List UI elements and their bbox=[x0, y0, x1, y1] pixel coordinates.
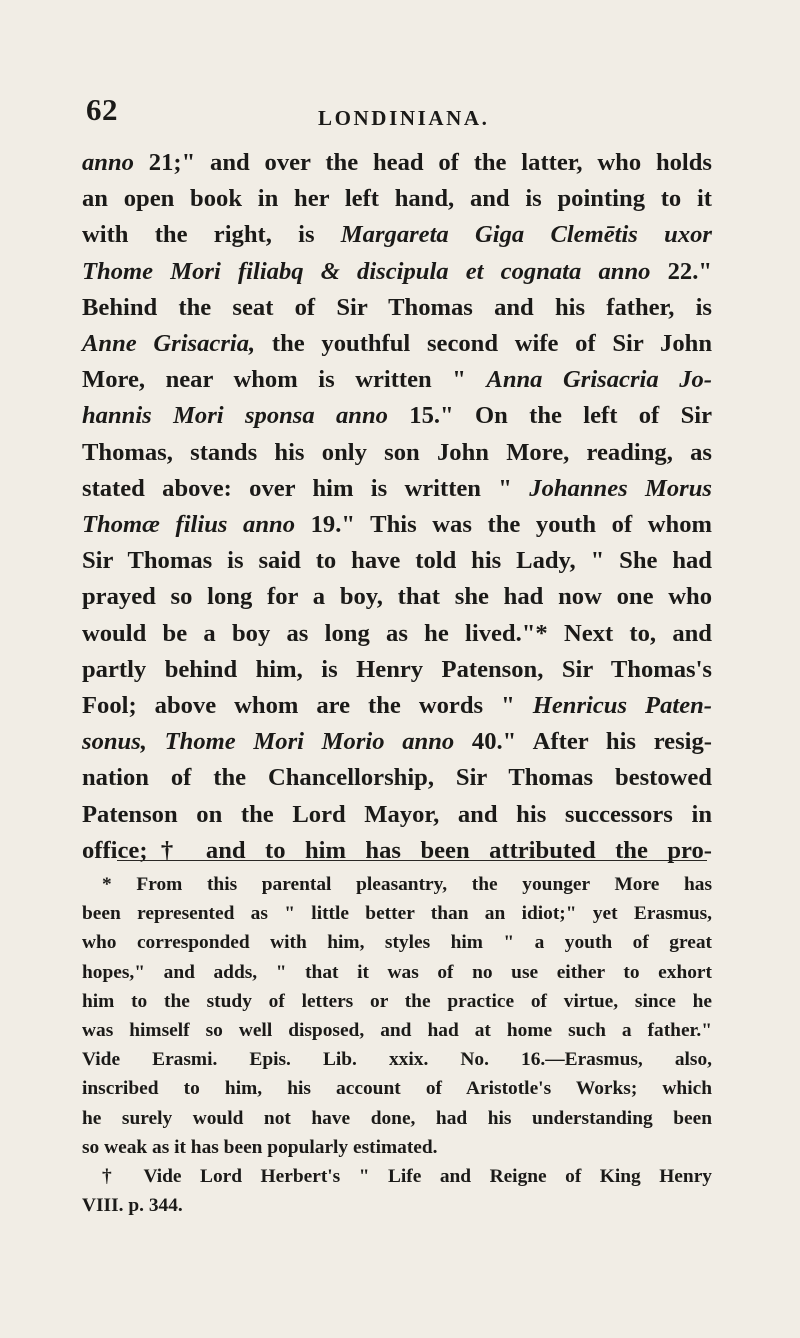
footnote-text: VIII. p. 344. bbox=[82, 1195, 183, 1217]
body-line bbox=[82, 579, 712, 615]
footnote-line bbox=[82, 1045, 712, 1074]
text-run: with the right, is bbox=[82, 221, 341, 249]
footnote-rule bbox=[117, 860, 707, 861]
body-line bbox=[82, 217, 712, 253]
footnote-text: Vide Erasmi. Epis. Lib. xxix. No. 16.—Erasmus, also, bbox=[82, 1049, 712, 1071]
italic-text: Henricus Paten- bbox=[532, 692, 712, 720]
body-text bbox=[82, 145, 712, 869]
footnote-line bbox=[82, 870, 712, 899]
text-run: Thomas, stands his only son John More, reading, as bbox=[82, 438, 712, 466]
footnote-line bbox=[82, 1162, 712, 1191]
body-line bbox=[82, 760, 712, 796]
text-run: an open book in her left hand, and is pointing to it bbox=[82, 185, 712, 213]
footnote-line bbox=[82, 987, 712, 1016]
footnote-text: hopes," and adds, " that it was of no use either to exhort bbox=[82, 961, 712, 983]
running-head: LONDINIANA. bbox=[318, 106, 490, 130]
body-line bbox=[82, 362, 712, 398]
footnote-line bbox=[82, 958, 712, 987]
text-run: prayed so long for a boy, that she had now one who bbox=[82, 583, 712, 611]
footnote-text: who corresponded with him, styles him " a youth of great bbox=[82, 932, 712, 954]
italic-text: Thomæ filius anno bbox=[82, 511, 295, 539]
footnote-line bbox=[82, 1191, 712, 1220]
body-line bbox=[82, 145, 712, 181]
text-run: 19." This was the youth of whom bbox=[295, 511, 712, 539]
text-run: 22." bbox=[650, 257, 712, 285]
footnote-line bbox=[82, 928, 712, 957]
text-run: Sir Thomas is said to have told his Lady, " She had bbox=[82, 547, 712, 575]
italic-text: Anne Grisacria, bbox=[82, 330, 256, 358]
body-line bbox=[82, 833, 712, 869]
italic-text: hannis Mori sponsa anno bbox=[82, 402, 388, 430]
body-line bbox=[82, 326, 712, 362]
footnote-text: him to the study of letters or the practice of virtue, since he bbox=[82, 990, 712, 1012]
body-line bbox=[82, 616, 712, 652]
text-run: would be a boy as long as he lived."* Next to, and bbox=[82, 619, 712, 647]
footnote-line bbox=[82, 899, 712, 928]
italic-text: sonus, Thome Mori Morio anno bbox=[82, 728, 455, 756]
footnote-text: was himself so well disposed, and had at home such a father." bbox=[82, 1020, 712, 1042]
italic-text: Johannes Morus bbox=[529, 474, 712, 502]
text-run: 21;" and over the head of the latter, who holds bbox=[133, 149, 712, 176]
text-run: Patenson on the Lord Mayor, and his successors in bbox=[82, 800, 712, 828]
footnote-text: so weak as it has been popularly estimated. bbox=[82, 1136, 438, 1158]
text-run: Fool; above whom are the words " bbox=[82, 692, 533, 720]
body-line bbox=[82, 507, 712, 543]
footnote-text: † Vide Lord Herbert's " Life and Reigne of King Henry bbox=[102, 1166, 712, 1188]
italic-text: Thome Mori filiabq & discipula et cognata anno bbox=[82, 257, 651, 285]
body-line bbox=[82, 724, 712, 760]
footnote-line bbox=[82, 1016, 712, 1045]
text-run: nation of the Chancellorship, Sir Thomas bestowed bbox=[82, 764, 712, 792]
text-run: office;† and to him has been attributed the pro- bbox=[82, 836, 712, 864]
text-run: stated above: over him is written " bbox=[82, 474, 530, 502]
footnotes bbox=[82, 870, 712, 1220]
body-line bbox=[82, 290, 712, 326]
text-run: partly behind him, is Henry Patenson, Sir Thomas's bbox=[82, 655, 712, 683]
italic-text: Anna Grisacria Jo- bbox=[486, 366, 712, 394]
italic-text: anno bbox=[82, 149, 134, 176]
footnote-text: he surely would not have done, had his understanding been bbox=[82, 1107, 712, 1129]
text-run: the youthful second wife of Sir John bbox=[255, 330, 713, 358]
text-run: More, near whom is written " bbox=[82, 366, 487, 394]
body-line bbox=[82, 398, 712, 434]
body-line bbox=[82, 543, 712, 579]
body-line bbox=[82, 797, 712, 833]
body-line bbox=[82, 435, 712, 471]
body-line bbox=[82, 688, 712, 724]
body-line bbox=[82, 181, 712, 217]
body-line bbox=[82, 254, 712, 290]
text-run: 15." On the left of Sir bbox=[387, 402, 712, 430]
footnote-line bbox=[82, 1074, 712, 1103]
body-line bbox=[82, 652, 712, 688]
text-run: Behind the seat of Sir Thomas and his father, is bbox=[82, 293, 712, 321]
footnote-line bbox=[82, 1133, 712, 1162]
italic-text: Margareta Giga Clemētis uxor bbox=[340, 221, 712, 249]
footnote-text: been represented as " little better than an idiot;" yet Erasmus, bbox=[82, 903, 712, 925]
footnote-text: inscribed to him, his account of Aristotle's Works; which bbox=[82, 1078, 712, 1100]
footnote-line bbox=[82, 1104, 712, 1133]
footnote-text: * From this parental pleasantry, the younger More has bbox=[102, 874, 712, 895]
body-line bbox=[82, 471, 712, 507]
text-run: 40." After his resig- bbox=[454, 728, 712, 756]
page-number: 62 bbox=[86, 92, 118, 127]
